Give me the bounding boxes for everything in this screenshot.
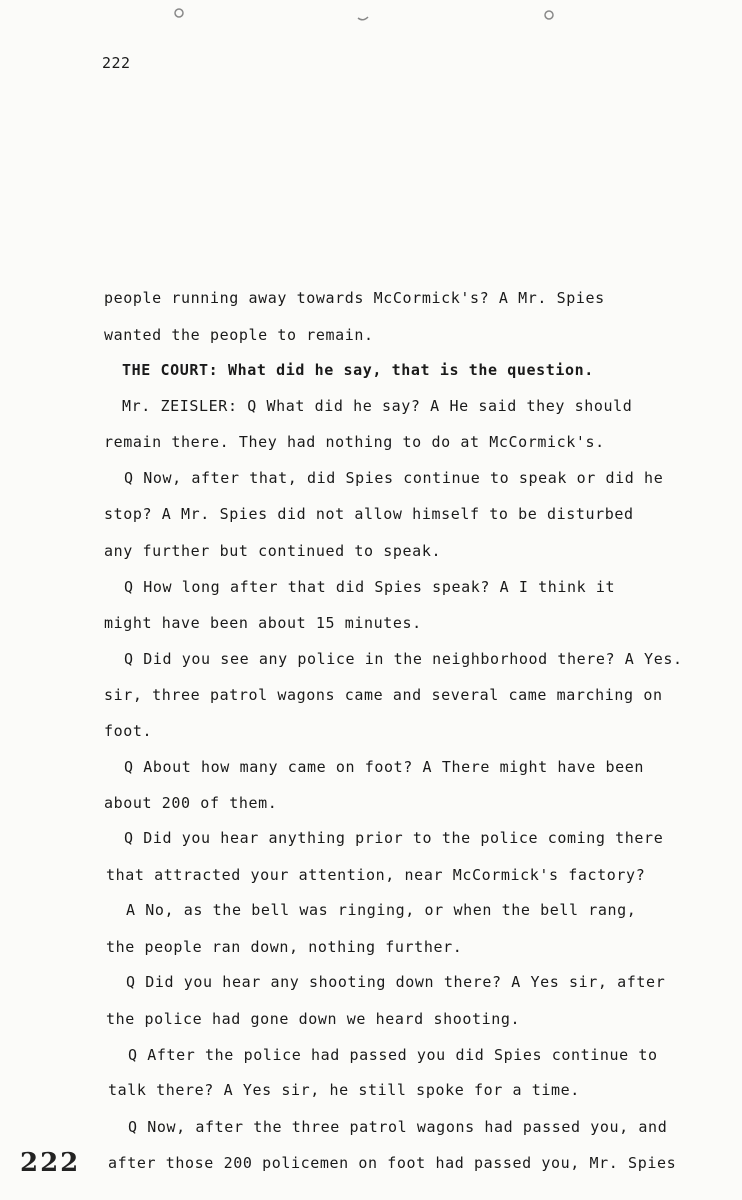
text-line: about 200 of them. <box>104 794 278 812</box>
text-line: people running away towards McCormick's? A Mr. Spies <box>104 289 605 307</box>
text-line: talk there? A Yes sir, he still spoke for a time. <box>108 1081 580 1099</box>
text-line: Mr. ZEISLER: Q What did he say? A He said they should <box>122 397 633 415</box>
handwritten-page-number: 222 <box>20 1148 81 1178</box>
text-line: the police had gone down we heard shooting. <box>106 1010 521 1028</box>
text-line: sir, three patrol wagons came and several came marching on <box>104 686 663 704</box>
text-line: Q How long after that did Spies speak? A I think it <box>124 578 616 596</box>
text-line: that attracted your attention, near McCormick's factory? <box>106 866 646 884</box>
text-line: after those 200 policemen on foot had passed you, Mr. Spies <box>108 1154 677 1172</box>
ink-mark <box>172 6 186 14</box>
text-line: any further but continued to speak. <box>104 542 442 560</box>
ink-mark <box>356 8 370 16</box>
text-line: wanted the people to remain. <box>104 326 374 344</box>
text-line: Q About how many came on foot? A There might have been <box>124 758 645 776</box>
ink-mark <box>542 8 556 16</box>
text-line: the people ran down, nothing further. <box>106 938 463 956</box>
text-line: stop? A Mr. Spies did not allow himself to be disturbed <box>104 505 634 523</box>
text-line: Q Did you hear anything prior to the police coming there <box>124 829 664 847</box>
text-line: remain there. They had nothing to do at McCormick's. <box>104 433 605 451</box>
text-line: A No, as the bell was ringing, or when the bell rang, <box>126 901 637 919</box>
text-line: Q Now, after that, did Spies continue to speak or did he <box>124 469 664 487</box>
text-line: Q Now, after the three patrol wagons had passed you, and <box>128 1118 668 1136</box>
text-line: might have been about 15 minutes. <box>104 614 422 632</box>
text-line: foot. <box>104 722 153 740</box>
text-line: THE COURT: What did he say, that is the question. <box>122 361 594 379</box>
text-line: Q Did you hear any shooting down there? A Yes sir, after <box>126 973 666 991</box>
text-line: Q Did you see any police in the neighborhood there? A Yes. <box>124 650 683 668</box>
text-line: Q After the police had passed you did Spies continue to <box>128 1046 658 1064</box>
page-number: 222 <box>102 54 131 72</box>
